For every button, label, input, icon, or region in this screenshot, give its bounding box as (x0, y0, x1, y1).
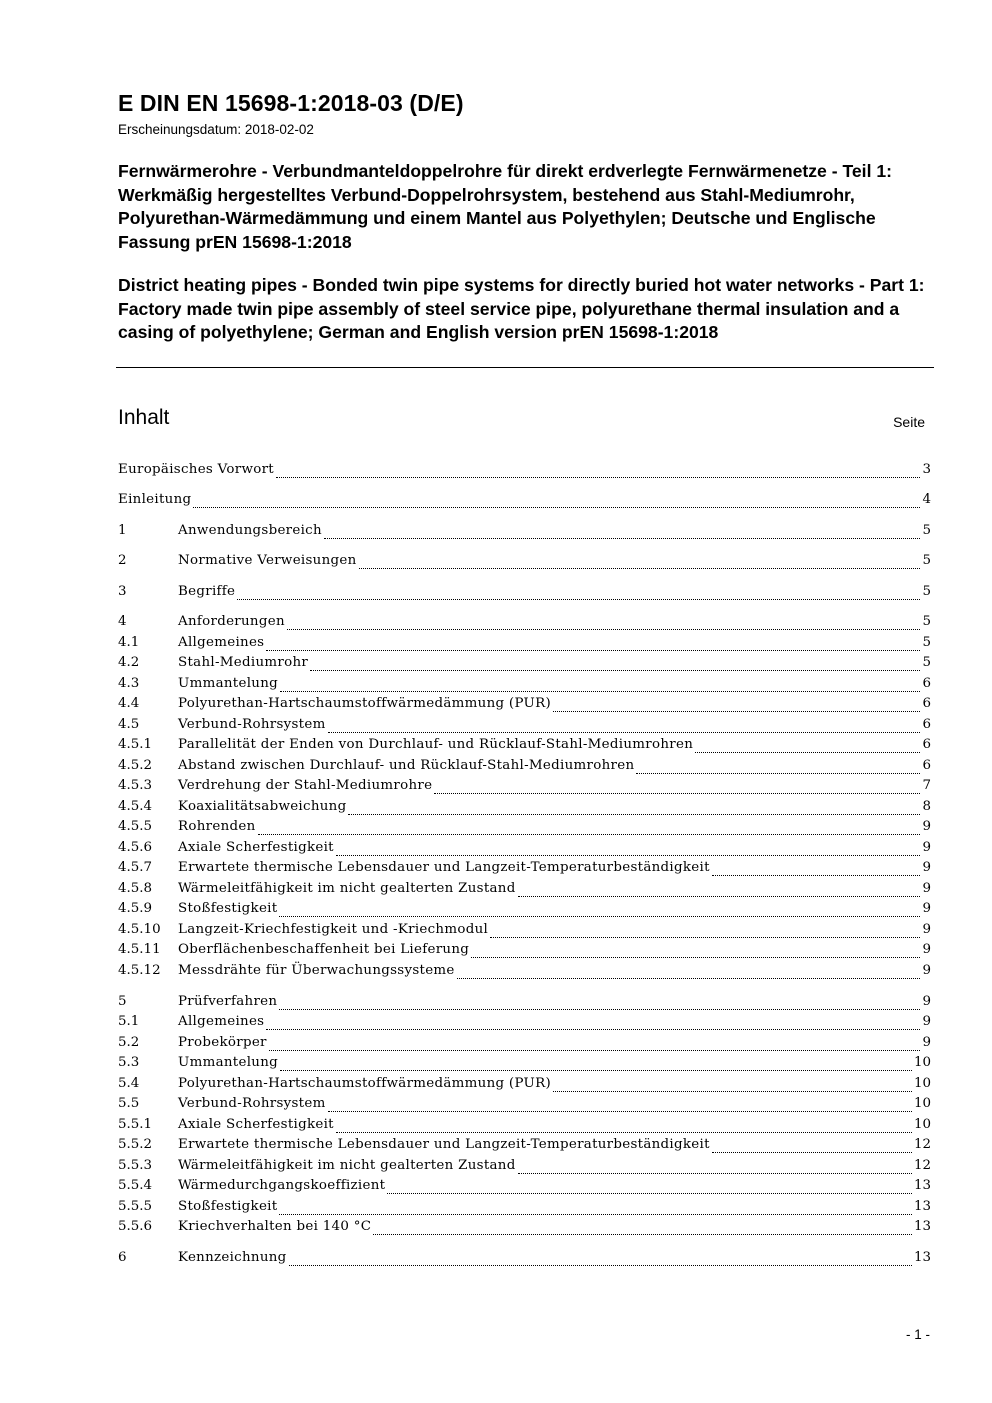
toc-dot-leader (258, 834, 921, 835)
toc-entry-number: 5.5.4 (118, 1178, 153, 1193)
toc-entry-page: 5 (922, 614, 931, 629)
toc-entry-title: Einleitung (118, 492, 192, 507)
toc-entry[interactable] (118, 922, 931, 942)
toc-entry-page: 5 (922, 553, 931, 568)
toc-entry-number: 5.2 (118, 1035, 140, 1050)
toc-dot-leader (269, 1050, 921, 1051)
toc-entry-page: 10 (913, 1055, 931, 1070)
toc-dot-leader (518, 1173, 912, 1174)
toc-entry-title: Allgemeines (178, 635, 265, 650)
toc-entry-number: 4.5.12 (118, 963, 161, 978)
toc-dot-leader (276, 477, 921, 478)
toc-entry-number: 6 (118, 1250, 127, 1265)
toc-entry-page: 6 (922, 676, 931, 691)
toc-entry-number: 4.5 (118, 717, 140, 732)
toc-entry-title: Axiale Scherfestigkeit (178, 840, 334, 855)
toc-entry-number: 4.5.8 (118, 881, 153, 896)
toc-entry-page: 8 (922, 799, 931, 814)
toc-entry-page: 4 (922, 492, 931, 507)
toc-entry-title: Koaxialitätsabweichung (178, 799, 347, 814)
toc-dot-leader (553, 711, 920, 712)
toc-entry-page: 6 (922, 696, 931, 711)
toc-entry-number: 4.3 (118, 676, 140, 691)
toc-entry-title: Erwartete thermische Lebensdauer und Langzeit-Temperaturbeständigkeit (178, 860, 710, 875)
toc-entry[interactable] (118, 994, 931, 1014)
title-german: Fernwärmerohre - Verbundmanteldoppelrohre für direkt erdverlegte Fernwärmenetze - Teil 1: Werkmäßig hergestelltes Verbund-Doppelrohrsystem, bestehend aus Stahl-Mediumrohr, Polyurethan-Wärmedämmung und einem Mantel aus Polyethylen; Deutsche und Englische Fassung prEN 15698-1:2018 (118, 161, 892, 252)
toc-entry-number: 4.5.2 (118, 758, 153, 773)
toc-entry-title: Prüfverfahren (178, 994, 278, 1009)
toc-entry-page: 7 (922, 778, 931, 793)
toc-entry-page: 9 (922, 1035, 931, 1050)
toc-entry-number: 4.5.6 (118, 840, 153, 855)
toc-entry[interactable] (118, 860, 931, 880)
toc-entry[interactable] (118, 717, 931, 737)
toc-entry-title: Verbund-Rohrsystem (178, 717, 326, 732)
toc-entry-title: Messdrähte für Überwachungssysteme (178, 963, 455, 978)
toc-dot-leader (471, 957, 920, 958)
toc-entry[interactable] (118, 758, 931, 778)
toc-entry-number: 3 (118, 584, 127, 599)
toc-entry-page: 9 (922, 901, 931, 916)
toc-entry[interactable] (118, 635, 931, 655)
toc-entry-number: 5 (118, 994, 127, 1009)
toc-entry-page: 9 (922, 994, 931, 1009)
toc-entry[interactable] (118, 737, 931, 757)
toc-entry-page: 9 (922, 1014, 931, 1029)
toc-dot-leader (359, 568, 921, 569)
toc-entry[interactable] (118, 1014, 931, 1034)
toc-entry[interactable] (118, 1035, 931, 1055)
toc-entry-number: 2 (118, 553, 127, 568)
toc-entry-title: Stoßfestigkeit (178, 1199, 278, 1214)
toc-entry-page: 9 (922, 840, 931, 855)
toc-entry-page: 9 (922, 963, 931, 978)
toc-dot-leader (280, 691, 920, 692)
toc-dot-leader (348, 814, 920, 815)
toc-entry-page: 5 (922, 635, 931, 650)
toc-entry-page: 9 (922, 860, 931, 875)
toc-entry-page: 12 (913, 1137, 931, 1152)
toc-entry[interactable] (118, 614, 931, 634)
toc-entry-number: 4.5.9 (118, 901, 153, 916)
toc-entry-page: 10 (913, 1076, 931, 1091)
toc-dot-leader (328, 732, 921, 733)
toc-entry-number: 5.3 (118, 1055, 140, 1070)
toc-entry-number: 5.5.6 (118, 1219, 153, 1234)
toc-entry-page: 13 (913, 1219, 931, 1234)
toc-entry[interactable] (118, 1096, 931, 1116)
title-divider (116, 367, 934, 368)
toc-entry-page: 9 (922, 881, 931, 896)
toc-entry-title: Stahl-Mediumrohr (178, 655, 309, 670)
toc-entry-title: Parallelität der Enden von Durchlauf- und Rücklauf-Stahl-Mediumrohren (178, 737, 694, 752)
toc-entry-page: 13 (913, 1178, 931, 1193)
toc-entry-title: Verdrehung der Stahl-Mediumrohre (178, 778, 433, 793)
toc-dot-leader (518, 896, 921, 897)
toc-entry-page: 6 (922, 717, 931, 732)
toc-dot-leader (280, 1070, 912, 1071)
toc-entry[interactable] (118, 696, 931, 716)
toc-entry-number: 4.5.3 (118, 778, 153, 793)
toc-entry-page: 5 (922, 584, 931, 599)
toc-dot-leader (193, 507, 920, 508)
toc-entry-page: 6 (922, 758, 931, 773)
toc-entry-page: 13 (913, 1199, 931, 1214)
page-number: - 1 - (905, 1327, 930, 1342)
toc-dot-leader (712, 875, 921, 876)
publication-date: Erscheinungsdatum: 2018-02-02 (118, 122, 314, 137)
toc-entry-page: 10 (913, 1117, 931, 1132)
toc-entry[interactable] (118, 778, 931, 798)
toc-entry[interactable] (118, 523, 931, 543)
toc-entry-title: Axiale Scherfestigkeit (178, 1117, 334, 1132)
toc-dot-leader (289, 1265, 912, 1266)
toc-entry-number: 5.5.2 (118, 1137, 153, 1152)
toc-heading: Inhalt (118, 406, 170, 429)
toc-entry-title: Ummantelung (178, 676, 278, 691)
toc-entry-title: Erwartete thermische Lebensdauer und Langzeit-Temperaturbeständigkeit (178, 1137, 710, 1152)
toc-dot-leader (324, 538, 921, 539)
toc-entry-title: Begriffe (178, 584, 236, 599)
toc-page-column-label: Seite (893, 414, 925, 430)
title-english: District heating pipes - Bonded twin pipe systems for directly buried hot water networks - Part 1: Factory made twin pipe assembly of steel service pipe, polyurethane thermal insulation and a casing of polyethylene; German and English version prEN 15698-1:2018 (118, 275, 925, 342)
toc-entry-page: 3 (922, 462, 931, 477)
toc-entry-number: 4.5.11 (118, 942, 161, 957)
toc-entry[interactable] (118, 584, 931, 604)
toc-dot-leader (336, 1132, 912, 1133)
toc-entry[interactable] (118, 799, 931, 819)
toc-dot-leader (279, 1214, 912, 1215)
toc-entry-page: 9 (922, 819, 931, 834)
toc-dot-leader (266, 1029, 920, 1030)
toc-entry-title: Anforderungen (178, 614, 285, 629)
toc-entry[interactable] (118, 462, 931, 482)
toc-dot-leader (373, 1234, 912, 1235)
toc-entry-page: 13 (913, 1250, 931, 1265)
toc-entry[interactable] (118, 819, 931, 839)
toc-entry-number: 4.5.7 (118, 860, 153, 875)
toc-entry-page: 6 (922, 737, 931, 752)
toc-entry-page: 5 (922, 655, 931, 670)
toc-entry[interactable] (118, 655, 931, 675)
toc-entry-title: Kriechverhalten bei 140 °C (178, 1219, 372, 1234)
toc-entry-title: Kennzeichnung (178, 1250, 287, 1265)
toc-dot-leader (287, 629, 921, 630)
toc-entry-number: 4.5.10 (118, 922, 161, 937)
toc-entry-title: Abstand zwischen Durchlauf- und Rücklauf-Stahl-Mediumrohren (178, 758, 635, 773)
toc-entry-number: 5.5.5 (118, 1199, 153, 1214)
toc-entry-title: Probekörper (178, 1035, 267, 1050)
toc-entry-title: Ummantelung (178, 1055, 278, 1070)
toc-entry[interactable] (118, 1250, 931, 1270)
toc-entry[interactable] (118, 840, 931, 860)
toc-dot-leader (279, 916, 920, 917)
toc-entry-title: Wärmedurchgangskoeffizient (178, 1178, 386, 1193)
toc-entry-number: 5.4 (118, 1076, 140, 1091)
toc-entry-title: Langzeit-Kriechfestigkeit und -Kriechmodul (178, 922, 489, 937)
toc-dot-leader (434, 793, 920, 794)
toc-dot-leader (457, 978, 921, 979)
toc-entry-title: Wärmeleitfähigkeit im nicht gealterten Zustand (178, 1158, 516, 1173)
toc-entry[interactable] (118, 1117, 931, 1137)
toc-entry-page: 9 (922, 922, 931, 937)
toc-entry-title: Polyurethan-Hartschaumstoffwärmedämmung (PUR) (178, 696, 552, 711)
toc-entry-page: 5 (922, 523, 931, 538)
toc-entry-number: 4.5.1 (118, 737, 153, 752)
toc-entry-page: 12 (913, 1158, 931, 1173)
toc-entry-number: 4.5.5 (118, 819, 153, 834)
toc-entry[interactable] (118, 901, 931, 921)
toc-entry[interactable] (118, 492, 931, 512)
toc-entry-number: 4.4 (118, 696, 140, 711)
toc-entry-title: Wärmeleitfähigkeit im nicht gealterten Zustand (178, 881, 516, 896)
toc-entry-title: Europäisches Vorwort (118, 462, 274, 477)
toc-entry-number: 4.2 (118, 655, 140, 670)
toc-entry-number: 4.1 (118, 635, 140, 650)
toc-entry[interactable] (118, 1158, 931, 1178)
toc-entry-title: Anwendungsbereich (178, 523, 322, 538)
toc-dot-leader (553, 1091, 912, 1092)
toc-entry[interactable] (118, 1219, 931, 1239)
toc-entry[interactable] (118, 942, 931, 962)
toc-entry-number: 5.1 (118, 1014, 140, 1029)
toc-entry-title: Rohrenden (178, 819, 256, 834)
toc-entry-number: 4.5.4 (118, 799, 153, 814)
toc-entry[interactable] (118, 1137, 931, 1157)
toc-entry[interactable] (118, 676, 931, 696)
toc-dot-leader (328, 1111, 912, 1112)
toc-dot-leader (310, 670, 920, 671)
toc-dot-leader (712, 1152, 912, 1153)
toc-entry-title: Verbund-Rohrsystem (178, 1096, 326, 1111)
toc-entry[interactable] (118, 1076, 931, 1096)
toc-entry-number: 5.5 (118, 1096, 140, 1111)
toc-entry-number: 5.5.3 (118, 1158, 153, 1173)
toc-entry-title: Normative Verweisungen (178, 553, 357, 568)
toc-entry[interactable] (118, 1055, 931, 1075)
toc-entry[interactable] (118, 963, 931, 983)
toc-entry-title: Stoßfestigkeit (178, 901, 278, 916)
toc-dot-leader (266, 650, 920, 651)
toc-dot-leader (336, 855, 921, 856)
toc-entry-number: 5.5.1 (118, 1117, 153, 1132)
toc-entry-number: 4 (118, 614, 127, 629)
toc-dot-leader (490, 937, 920, 938)
toc-entry[interactable] (118, 553, 931, 573)
toc-entry-title: Oberflächenbeschaffenheit bei Lieferung (178, 942, 470, 957)
toc-entry-title: Allgemeines (178, 1014, 265, 1029)
toc-dot-leader (237, 599, 920, 600)
toc-entry[interactable] (118, 881, 931, 901)
toc-entry-page: 9 (922, 942, 931, 957)
toc-entry[interactable] (118, 1178, 931, 1198)
toc-entry-number: 1 (118, 523, 127, 538)
toc-entry[interactable] (118, 1199, 931, 1219)
toc-dot-leader (695, 752, 920, 753)
toc-dot-leader (636, 773, 920, 774)
document-id: E DIN EN 15698-1:2018-03 (D/E) (118, 90, 464, 116)
toc-entry-title: Polyurethan-Hartschaumstoffwärmedämmung (PUR) (178, 1076, 552, 1091)
toc-dot-leader (387, 1193, 912, 1194)
toc-entry-page: 10 (913, 1096, 931, 1111)
toc-dot-leader (279, 1009, 920, 1010)
